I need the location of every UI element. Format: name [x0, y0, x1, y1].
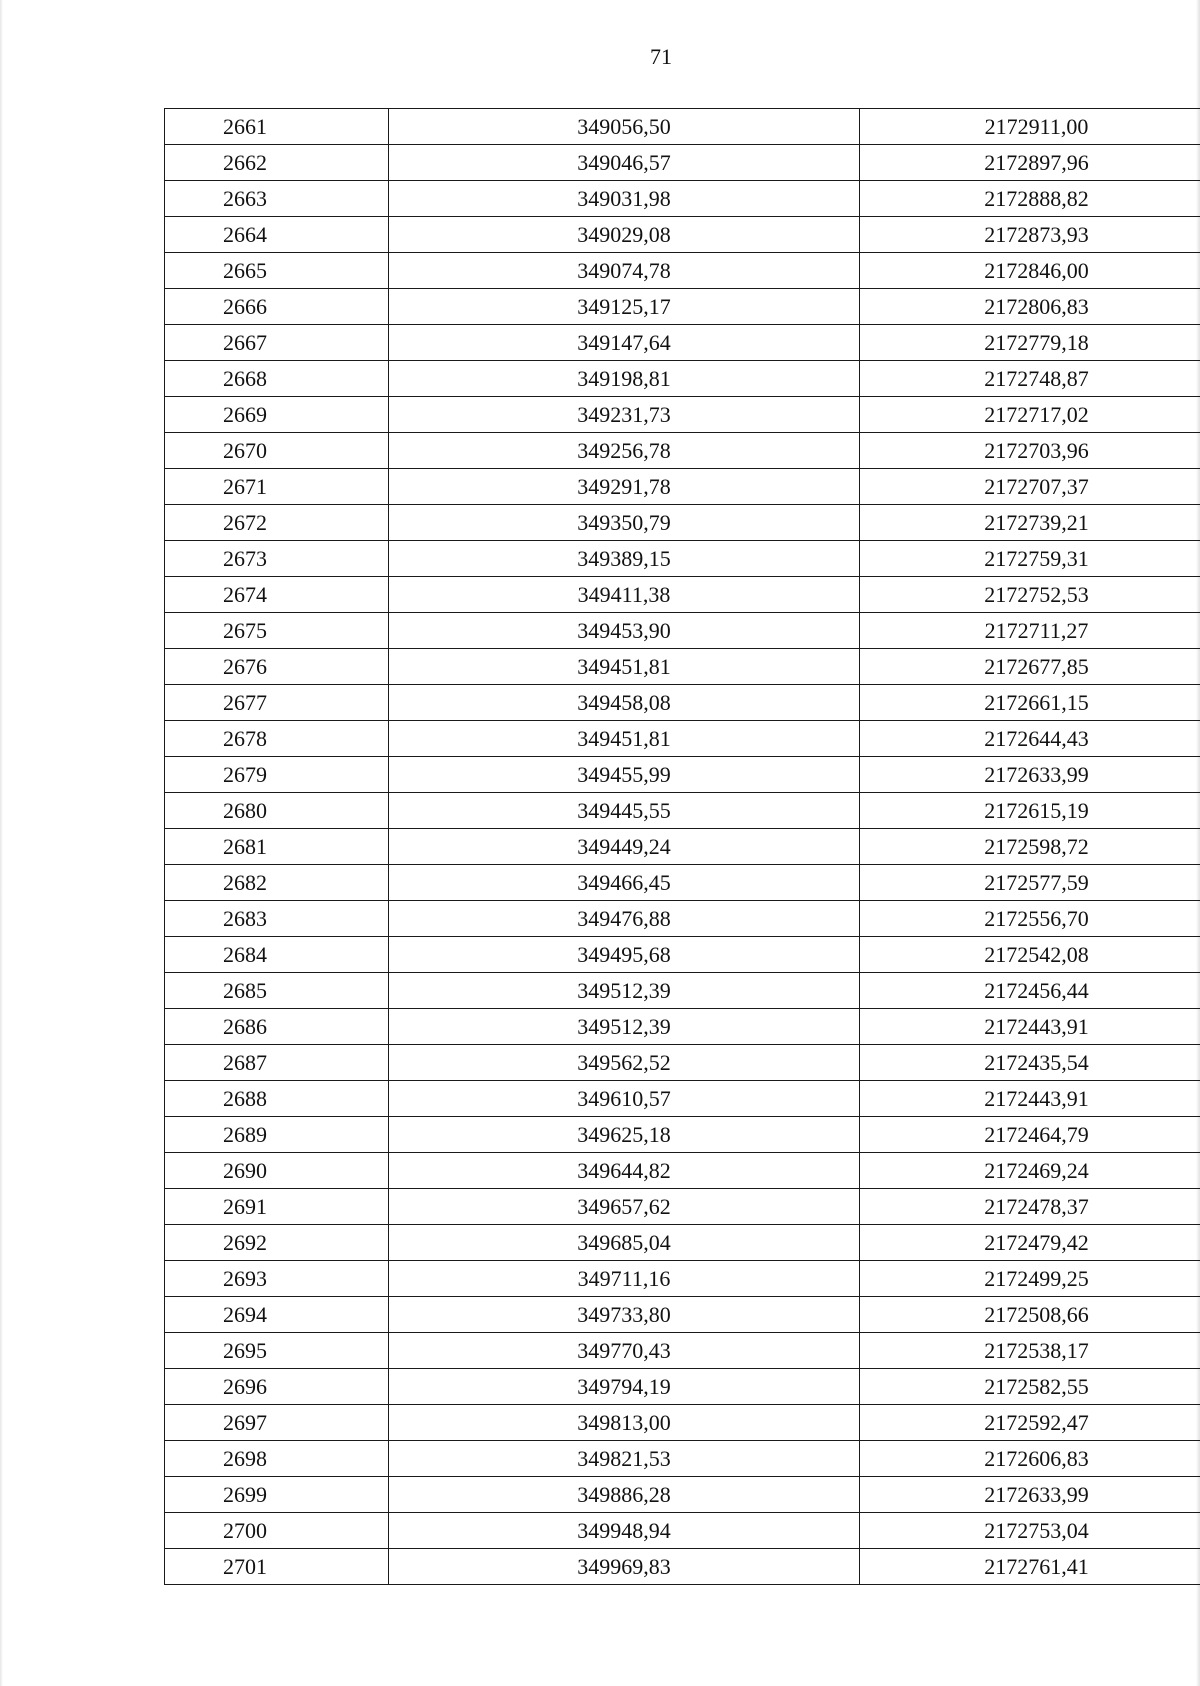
- table-row: [165, 1441, 1200, 1477]
- y-coordinate-cell: 2172759,31: [860, 541, 1200, 577]
- point-number-cell: 2662: [165, 145, 389, 181]
- x-coordinate-cell: 349125,17: [389, 289, 860, 325]
- x-coordinate-cell: 349031,98: [389, 181, 860, 217]
- table-row: [165, 1477, 1200, 1513]
- point-number-cell: 2661: [165, 109, 389, 145]
- table-row: [165, 253, 1200, 289]
- table-row: [165, 1117, 1200, 1153]
- point-number-cell: 2698: [165, 1441, 389, 1477]
- y-coordinate-cell: 2172478,37: [860, 1189, 1200, 1225]
- y-coordinate-cell: 2172538,17: [860, 1333, 1200, 1369]
- point-number-cell: 2672: [165, 505, 389, 541]
- x-coordinate-cell: 349821,53: [389, 1441, 860, 1477]
- y-coordinate-cell: 2172748,87: [860, 361, 1200, 397]
- x-coordinate-cell: 349451,81: [389, 649, 860, 685]
- point-number-cell: 2681: [165, 829, 389, 865]
- y-coordinate-cell: 2172633,99: [860, 1477, 1200, 1513]
- point-number-cell: 2693: [165, 1261, 389, 1297]
- point-number-cell: 2685: [165, 973, 389, 1009]
- table-row: [165, 1189, 1200, 1225]
- y-coordinate-cell: 2172753,04: [860, 1513, 1200, 1549]
- y-coordinate-cell: 2172592,47: [860, 1405, 1200, 1441]
- y-coordinate-cell: 2172911,00: [860, 109, 1200, 145]
- table-row: [165, 289, 1200, 325]
- table-row: [165, 397, 1200, 433]
- x-coordinate-cell: 349813,00: [389, 1405, 860, 1441]
- y-coordinate-cell: 2172542,08: [860, 937, 1200, 973]
- x-coordinate-cell: 349256,78: [389, 433, 860, 469]
- point-number-cell: 2688: [165, 1081, 389, 1117]
- table-row: [165, 1153, 1200, 1189]
- y-coordinate-cell: 2172806,83: [860, 289, 1200, 325]
- point-number-cell: 2686: [165, 1009, 389, 1045]
- x-coordinate-cell: 349291,78: [389, 469, 860, 505]
- x-coordinate-cell: 349711,16: [389, 1261, 860, 1297]
- point-number-cell: 2677: [165, 685, 389, 721]
- x-coordinate-cell: 349451,81: [389, 721, 860, 757]
- table-row: [165, 901, 1200, 937]
- point-number-cell: 2679: [165, 757, 389, 793]
- x-coordinate-cell: 349794,19: [389, 1369, 860, 1405]
- x-coordinate-cell: 349625,18: [389, 1117, 860, 1153]
- table-row: [165, 1549, 1200, 1585]
- x-coordinate-cell: 349610,57: [389, 1081, 860, 1117]
- point-number-cell: 2694: [165, 1297, 389, 1333]
- y-coordinate-cell: 2172873,93: [860, 217, 1200, 253]
- point-number-cell: 2676: [165, 649, 389, 685]
- point-number-cell: 2700: [165, 1513, 389, 1549]
- point-number-cell: 2691: [165, 1189, 389, 1225]
- x-coordinate-cell: 349948,94: [389, 1513, 860, 1549]
- x-coordinate-cell: 349411,38: [389, 577, 860, 613]
- x-coordinate-cell: 349562,52: [389, 1045, 860, 1081]
- table-row: [165, 937, 1200, 973]
- y-coordinate-cell: 2172435,54: [860, 1045, 1200, 1081]
- table-row: [165, 793, 1200, 829]
- table-row: [165, 1081, 1200, 1117]
- y-coordinate-cell: 2172464,79: [860, 1117, 1200, 1153]
- table-row: [165, 757, 1200, 793]
- y-coordinate-cell: 2172508,66: [860, 1297, 1200, 1333]
- table-row: [165, 649, 1200, 685]
- table-row: [165, 541, 1200, 577]
- point-number-cell: 2674: [165, 577, 389, 613]
- table-row: [165, 1405, 1200, 1441]
- y-coordinate-cell: 2172443,91: [860, 1081, 1200, 1117]
- point-number-cell: 2683: [165, 901, 389, 937]
- table-row: [165, 1261, 1200, 1297]
- table-row: [165, 613, 1200, 649]
- y-coordinate-cell: 2172598,72: [860, 829, 1200, 865]
- y-coordinate-cell: 2172703,96: [860, 433, 1200, 469]
- table-row: [165, 109, 1200, 145]
- table-row: [165, 433, 1200, 469]
- y-coordinate-cell: 2172443,91: [860, 1009, 1200, 1045]
- x-coordinate-cell: 349074,78: [389, 253, 860, 289]
- x-coordinate-cell: 349453,90: [389, 613, 860, 649]
- y-coordinate-cell: 2172761,41: [860, 1549, 1200, 1585]
- x-coordinate-cell: 349476,88: [389, 901, 860, 937]
- point-number-cell: 2668: [165, 361, 389, 397]
- point-number-cell: 2680: [165, 793, 389, 829]
- page-number: 71: [650, 44, 672, 69]
- point-number-cell: 2666: [165, 289, 389, 325]
- table-row: [165, 721, 1200, 757]
- y-coordinate-cell: 2172456,44: [860, 973, 1200, 1009]
- x-coordinate-cell: 349046,57: [389, 145, 860, 181]
- x-coordinate-cell: 349644,82: [389, 1153, 860, 1189]
- point-number-cell: 2696: [165, 1369, 389, 1405]
- x-coordinate-cell: 349657,62: [389, 1189, 860, 1225]
- table-row: [165, 1225, 1200, 1261]
- y-coordinate-cell: 2172615,19: [860, 793, 1200, 829]
- x-coordinate-cell: 349512,39: [389, 973, 860, 1009]
- point-number-cell: 2667: [165, 325, 389, 361]
- x-coordinate-cell: 349770,43: [389, 1333, 860, 1369]
- x-coordinate-cell: 349969,83: [389, 1549, 860, 1585]
- y-coordinate-cell: 2172633,99: [860, 757, 1200, 793]
- table-row: [165, 577, 1200, 613]
- y-coordinate-cell: 2172897,96: [860, 145, 1200, 181]
- x-coordinate-cell: 349445,55: [389, 793, 860, 829]
- y-coordinate-cell: 2172661,15: [860, 685, 1200, 721]
- point-number-cell: 2671: [165, 469, 389, 505]
- point-number-cell: 2687: [165, 1045, 389, 1081]
- x-coordinate-cell: 349466,45: [389, 865, 860, 901]
- point-number-cell: 2692: [165, 1225, 389, 1261]
- y-coordinate-cell: 2172711,27: [860, 613, 1200, 649]
- table-row: [165, 829, 1200, 865]
- table-row: [165, 1009, 1200, 1045]
- y-coordinate-cell: 2172469,24: [860, 1153, 1200, 1189]
- table-row: [165, 1045, 1200, 1081]
- scan-edge-left: [0, 0, 3, 1686]
- y-coordinate-cell: 2172717,02: [860, 397, 1200, 433]
- point-number-cell: 2689: [165, 1117, 389, 1153]
- y-coordinate-cell: 2172479,42: [860, 1225, 1200, 1261]
- point-number-cell: 2697: [165, 1405, 389, 1441]
- x-coordinate-cell: 349733,80: [389, 1297, 860, 1333]
- point-number-cell: 2664: [165, 217, 389, 253]
- table-row: [165, 181, 1200, 217]
- table-row: [165, 1297, 1200, 1333]
- y-coordinate-cell: 2172846,00: [860, 253, 1200, 289]
- x-coordinate-cell: 349512,39: [389, 1009, 860, 1045]
- y-coordinate-cell: 2172888,82: [860, 181, 1200, 217]
- table-row: [165, 1513, 1200, 1549]
- x-coordinate-cell: 349685,04: [389, 1225, 860, 1261]
- x-coordinate-cell: 349449,24: [389, 829, 860, 865]
- x-coordinate-cell: 349056,50: [389, 109, 860, 145]
- x-coordinate-cell: 349886,28: [389, 1477, 860, 1513]
- table-row: [165, 469, 1200, 505]
- x-coordinate-cell: 349458,08: [389, 685, 860, 721]
- y-coordinate-cell: 2172582,55: [860, 1369, 1200, 1405]
- point-number-cell: 2665: [165, 253, 389, 289]
- table-row: [165, 361, 1200, 397]
- x-coordinate-cell: 349455,99: [389, 757, 860, 793]
- point-number-cell: 2699: [165, 1477, 389, 1513]
- y-coordinate-cell: 2172779,18: [860, 325, 1200, 361]
- y-coordinate-cell: 2172606,83: [860, 1441, 1200, 1477]
- y-coordinate-cell: 2172739,21: [860, 505, 1200, 541]
- y-coordinate-cell: 2172707,37: [860, 469, 1200, 505]
- coordinates-table-body: [165, 109, 1200, 1585]
- table-row: [165, 685, 1200, 721]
- y-coordinate-cell: 2172556,70: [860, 901, 1200, 937]
- point-number-cell: 2684: [165, 937, 389, 973]
- y-coordinate-cell: 2172577,59: [860, 865, 1200, 901]
- point-number-cell: 2678: [165, 721, 389, 757]
- point-number-cell: 2669: [165, 397, 389, 433]
- y-coordinate-cell: 2172499,25: [860, 1261, 1200, 1297]
- point-number-cell: 2663: [165, 181, 389, 217]
- point-number-cell: 2682: [165, 865, 389, 901]
- table-row: [165, 1333, 1200, 1369]
- point-number-cell: 2673: [165, 541, 389, 577]
- table-row: [165, 145, 1200, 181]
- table-row: [165, 325, 1200, 361]
- x-coordinate-cell: 349350,79: [389, 505, 860, 541]
- x-coordinate-cell: 349198,81: [389, 361, 860, 397]
- x-coordinate-cell: 349495,68: [389, 937, 860, 973]
- y-coordinate-cell: 2172752,53: [860, 577, 1200, 613]
- point-number-cell: 2670: [165, 433, 389, 469]
- x-coordinate-cell: 349029,08: [389, 217, 860, 253]
- table-row: [165, 505, 1200, 541]
- coordinates-table: [164, 108, 1200, 1585]
- point-number-cell: 2690: [165, 1153, 389, 1189]
- point-number-cell: 2695: [165, 1333, 389, 1369]
- y-coordinate-cell: 2172644,43: [860, 721, 1200, 757]
- table-row: [165, 973, 1200, 1009]
- point-number-cell: 2701: [165, 1549, 389, 1585]
- point-number-cell: 2675: [165, 613, 389, 649]
- x-coordinate-cell: 349389,15: [389, 541, 860, 577]
- table-row: [165, 217, 1200, 253]
- y-coordinate-cell: 2172677,85: [860, 649, 1200, 685]
- table-row: [165, 1369, 1200, 1405]
- x-coordinate-cell: 349147,64: [389, 325, 860, 361]
- table-row: [165, 865, 1200, 901]
- x-coordinate-cell: 349231,73: [389, 397, 860, 433]
